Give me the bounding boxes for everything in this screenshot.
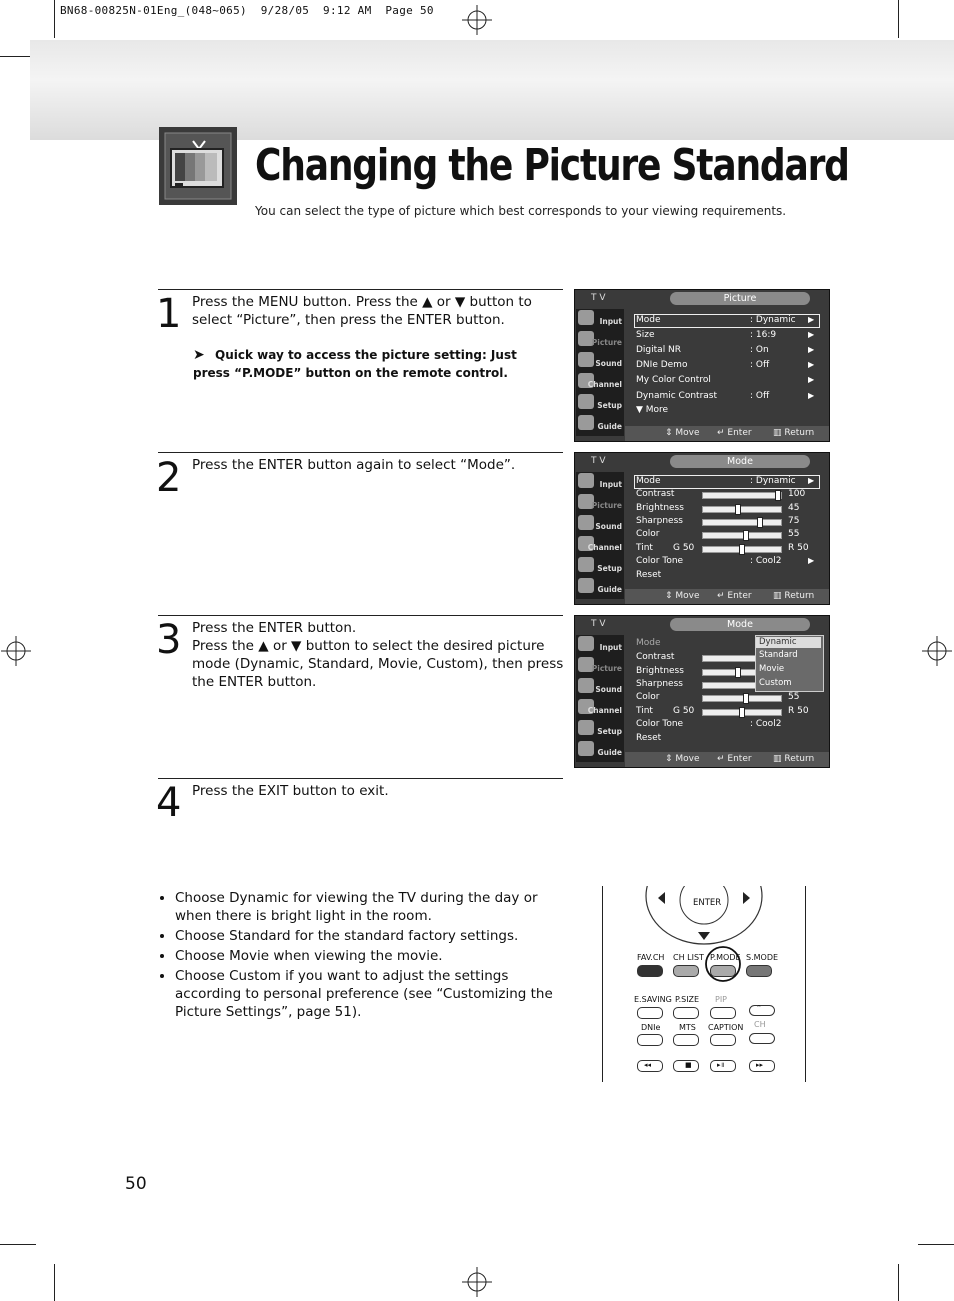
osd-sidebar-item-channel: Channel	[576, 698, 624, 719]
fast-forward-icon: ▸▸	[756, 1061, 764, 1069]
remote-label: CH LIST	[673, 953, 704, 962]
osd-slider-knob	[735, 504, 741, 515]
osd-slider-label: Brightness	[636, 503, 684, 513]
crop-mark	[54, 0, 55, 38]
step-text: Press the EXIT button to exit.	[192, 783, 389, 799]
osd-row-label: Reset	[636, 733, 662, 743]
osd-slider-knob	[743, 530, 749, 541]
osd-slider-track	[702, 709, 782, 716]
rewind-icon: ◂◂	[644, 1061, 652, 1069]
crop-mark	[898, 1264, 899, 1301]
osd-row-label: Color Tone	[636, 719, 684, 729]
ch-list-button[interactable]	[673, 965, 699, 977]
osd-arrow-icon: ▶	[808, 375, 815, 384]
registration-mark-icon	[1, 636, 31, 666]
crop-mark	[54, 1264, 55, 1301]
stop-icon: ■	[685, 1061, 692, 1069]
crop-mark	[918, 1244, 954, 1245]
enter-icon: ↵	[717, 754, 728, 764]
remote-label: S.MODE	[746, 953, 779, 962]
menu-icon: ▥	[773, 428, 785, 438]
header-band	[30, 40, 954, 140]
step-divider	[158, 778, 563, 779]
step-divider	[158, 452, 563, 453]
osd-row-value: : Cool2	[750, 719, 782, 729]
osd-slider-track	[702, 695, 782, 702]
osd-return-hint: ▥ Return	[773, 428, 815, 438]
remote-label: CAPTION	[708, 1023, 744, 1032]
osd-slider-label: Contrast	[636, 489, 675, 499]
osd-title: Picture	[670, 292, 810, 305]
osd-move-hint: ⇕ Move	[665, 591, 700, 601]
step-number: 3	[156, 617, 182, 663]
setup-icon	[578, 557, 594, 572]
osd-footer	[625, 589, 829, 604]
osd-sidebar	[576, 472, 624, 599]
osd-tv-label: T V	[591, 619, 606, 629]
osd-row-value: : Cool2	[750, 556, 782, 566]
osd-return-hint: ▥ Return	[773, 591, 815, 601]
registration-mark-icon	[922, 636, 952, 666]
osd-slider-label: Brightness	[636, 666, 684, 676]
osd-move-hint: ⇕ Move	[665, 428, 700, 438]
tip-arrow-icon: ➤	[193, 347, 205, 363]
osd-arrow-icon: ▶	[808, 391, 815, 400]
step-number: 4	[156, 780, 182, 826]
osd-slider-track	[702, 519, 782, 526]
mode-descriptions	[158, 889, 578, 1023]
remote-label: E.SAVING	[634, 995, 672, 1004]
play-pause-icon: ▸॥	[717, 1061, 725, 1069]
osd-row-label: Color Tone	[636, 556, 684, 566]
osd-enter-hint: ↵ Enter	[717, 754, 752, 764]
remote-label: FAV.CH	[637, 953, 665, 962]
osd-tint-left: G 50	[673, 543, 695, 553]
dnie-button[interactable]	[637, 1034, 663, 1046]
sound-icon	[578, 515, 594, 530]
osd-sidebar-item-channel: Channel	[576, 372, 624, 393]
osd-footer	[625, 426, 829, 441]
page-subtitle: You can select the type of picture which best corresponds to your viewing requirements.	[255, 204, 787, 218]
osd-slider-track	[702, 532, 782, 539]
osd-dropdown-option: Dynamic	[759, 637, 797, 647]
osd-slider-label: Color	[636, 529, 660, 539]
osd-dropdown-option: Movie	[759, 664, 785, 674]
osd-slider-knob	[757, 517, 763, 528]
osd-sidebar-item-setup: Setup	[576, 556, 624, 577]
bullet-item: • Choose Custom if you want to adjust the settings according to personal preference (see “Customizing the Picture Settings”, page 51).	[175, 967, 578, 1021]
osd-slider-value: 45	[788, 503, 800, 513]
osd-tint-label: Tint	[636, 543, 653, 553]
updown-icon: ⇕	[665, 428, 676, 438]
osd-row-label: My Color Control	[636, 375, 711, 385]
osd-row-label: Digital NR	[636, 345, 682, 355]
caption-button[interactable]	[710, 1034, 736, 1046]
tip-note	[193, 346, 553, 382]
osd-sidebar-item-guide: Guide	[576, 414, 624, 435]
guide-icon	[578, 415, 594, 430]
ch-up-button[interactable]	[749, 1005, 775, 1016]
enter-icon: ↵	[717, 591, 728, 601]
osd-tv-label: T V	[591, 456, 606, 466]
osd-sidebar-item-guide: Guide	[576, 740, 624, 761]
remote-control-illustration	[602, 886, 806, 1082]
osd-slider-knob	[743, 693, 749, 704]
osd-title: Mode	[670, 455, 810, 468]
osd-sidebar-item-input: Input	[576, 635, 624, 656]
osd-slider-value: 55	[788, 529, 800, 539]
osd-footer	[625, 752, 829, 767]
e-saving-button[interactable]	[637, 1007, 663, 1019]
osd-row-label: Dynamic Contrast	[636, 391, 718, 401]
osd-slider-knob	[739, 707, 745, 718]
osd-sidebar-item-picture: Picture	[576, 330, 624, 351]
osd-row-label: Mode	[636, 315, 661, 325]
osd-row-label: Size	[636, 330, 655, 340]
osd-slider-label: Color	[636, 692, 660, 702]
osd-sidebar-item-setup: Setup	[576, 719, 624, 740]
osd-row-label: Reset	[636, 570, 662, 580]
osd-sidebar	[576, 635, 624, 762]
osd-sidebar-item-sound: Sound	[576, 514, 624, 535]
osd-slider-value: 55	[788, 692, 800, 702]
sound-icon	[578, 352, 594, 367]
osd-sidebar-item-picture: Picture	[576, 493, 624, 514]
osd-row-label: DNIe Demo	[636, 360, 688, 370]
registration-mark-icon	[462, 5, 492, 35]
sound-icon	[578, 678, 594, 693]
osd-sidebar-item-sound: Sound	[576, 677, 624, 698]
osd-mode-menu	[574, 452, 830, 605]
tip-text: Quick way to access the picture setting: Just press “P.MODE” button on the remote control.	[193, 348, 517, 380]
setup-icon	[578, 720, 594, 735]
osd-slider-knob	[739, 544, 745, 555]
osd-title: Mode	[670, 618, 810, 631]
guide-icon	[578, 741, 594, 756]
remote-label: CH	[754, 1020, 766, 1029]
osd-row-value: : Dynamic	[750, 476, 796, 486]
menu-icon: ▥	[773, 754, 785, 764]
osd-slider-track	[702, 546, 782, 553]
osd-enter-hint: ↵ Enter	[717, 591, 752, 601]
osd-tv-label: T V	[591, 293, 606, 303]
guide-icon	[578, 578, 594, 593]
step-text: Press the ENTER button. Press the ▲ or ▼ button to select the desired picture mode (Dynamic, Standard, Movie, Custom), then press the ENTER button.	[192, 620, 564, 690]
osd-row-value: : On	[750, 345, 769, 355]
osd-slider-value: 75	[788, 516, 800, 526]
osd-sidebar-item-sound: Sound	[576, 351, 624, 372]
osd-arrow-icon: ▶	[808, 360, 815, 369]
osd-row-value: : Off	[750, 360, 770, 370]
mts-button[interactable]	[673, 1034, 699, 1046]
remote-label: P.MODE	[710, 953, 741, 962]
osd-row-value: : 16:9	[750, 330, 777, 340]
osd-tint-right: R 50	[788, 706, 809, 716]
tv-picture-icon	[159, 127, 237, 205]
page-title: Changing the Picture Standard	[255, 140, 849, 191]
osd-return-hint: ▥ Return	[773, 754, 815, 764]
osd-row-label: Mode	[636, 476, 661, 486]
step-number: 1	[156, 291, 182, 337]
remote-label: MTS	[679, 1023, 696, 1032]
osd-sidebar-item-input: Input	[576, 309, 624, 330]
enter-button-label: ENTER	[693, 898, 722, 908]
osd-dropdown-option: Custom	[759, 678, 792, 688]
osd-dropdown-option: Standard	[759, 650, 798, 660]
osd-arrow-icon: ▶	[808, 345, 815, 354]
menu-icon: ▥	[773, 591, 785, 601]
registration-mark-icon	[462, 1267, 492, 1297]
osd-mode-dropdown-menu	[574, 615, 830, 768]
osd-slider-track	[702, 492, 782, 499]
osd-tint-label: Tint	[636, 706, 653, 716]
step-text: Press the MENU button. Press the ▲ or ▼ button to select “Picture”, then press the ENTER button.	[192, 294, 532, 328]
osd-row-value: : Off	[750, 391, 770, 401]
remote-label: P.SIZE	[675, 995, 700, 1004]
s-mode-button[interactable]	[746, 965, 772, 977]
setup-icon	[578, 394, 594, 409]
osd-sidebar-item-input: Input	[576, 472, 624, 493]
osd-sidebar-item-picture: Picture	[576, 656, 624, 677]
fav-ch-button[interactable]	[637, 965, 663, 977]
osd-arrow-icon: ▶	[808, 476, 815, 485]
osd-sidebar-item-guide: Guide	[576, 577, 624, 598]
osd-arrow-icon: ▶	[808, 556, 815, 565]
osd-slider-label: Contrast	[636, 652, 675, 662]
remote-label: PIP	[715, 995, 728, 1004]
updown-icon: ⇕	[665, 591, 676, 601]
highlight-circle-icon	[703, 944, 743, 984]
osd-slider-label: Sharpness	[636, 679, 683, 689]
osd-picture-menu	[574, 289, 830, 442]
input-icon	[578, 310, 594, 325]
osd-move-hint: ⇕ Move	[665, 754, 700, 764]
osd-more: ▼ More	[636, 405, 669, 415]
osd-row-label: Mode	[636, 638, 661, 648]
updown-icon: ⇕	[665, 754, 676, 764]
print-slug: BN68-00825N-01Eng_(048~065) 9/28/05 9:12 AM Page 50	[60, 4, 434, 17]
step-number: 2	[156, 455, 182, 501]
osd-slider-track	[702, 506, 782, 513]
dpad-icon	[603, 886, 805, 946]
osd-sidebar	[576, 309, 624, 436]
crop-mark	[898, 0, 899, 38]
chevron-up-icon: ⌃	[756, 1004, 762, 1012]
osd-arrow-icon: ▶	[808, 315, 815, 324]
ch-down-button[interactable]	[749, 1033, 775, 1044]
osd-slider-knob	[735, 667, 741, 678]
step-divider	[158, 289, 563, 290]
crop-mark	[0, 1244, 36, 1245]
osd-arrow-icon: ▶	[808, 330, 815, 339]
remote-label: DNIe	[641, 1023, 661, 1032]
input-icon	[578, 636, 594, 651]
osd-tint-left: G 50	[673, 706, 695, 716]
input-icon	[578, 473, 594, 488]
osd-slider-value: 100	[788, 489, 806, 499]
pip-button[interactable]	[710, 1007, 736, 1019]
osd-slider-knob	[775, 490, 781, 501]
osd-sidebar-item-channel: Channel	[576, 535, 624, 556]
osd-sidebar-item-setup: Setup	[576, 393, 624, 414]
p-size-button[interactable]	[673, 1007, 699, 1019]
enter-icon: ↵	[717, 428, 728, 438]
bullet-item: • Choose Dynamic for viewing the TV during the day or when there is bright light in the room.	[175, 889, 578, 925]
bullet-item: • Choose Standard for the standard factory settings.	[175, 927, 578, 945]
osd-mode-dropdown	[755, 635, 824, 692]
bullet-item: • Choose Movie when viewing the movie.	[175, 947, 578, 965]
osd-slider-label: Sharpness	[636, 516, 683, 526]
step-divider	[158, 615, 563, 616]
step-text: Press the ENTER button again to select “Mode”.	[192, 457, 516, 473]
osd-enter-hint: ↵ Enter	[717, 428, 752, 438]
osd-row-value: : Dynamic	[750, 315, 796, 325]
page-number: 50	[125, 1174, 147, 1194]
osd-tint-right: R 50	[788, 543, 809, 553]
